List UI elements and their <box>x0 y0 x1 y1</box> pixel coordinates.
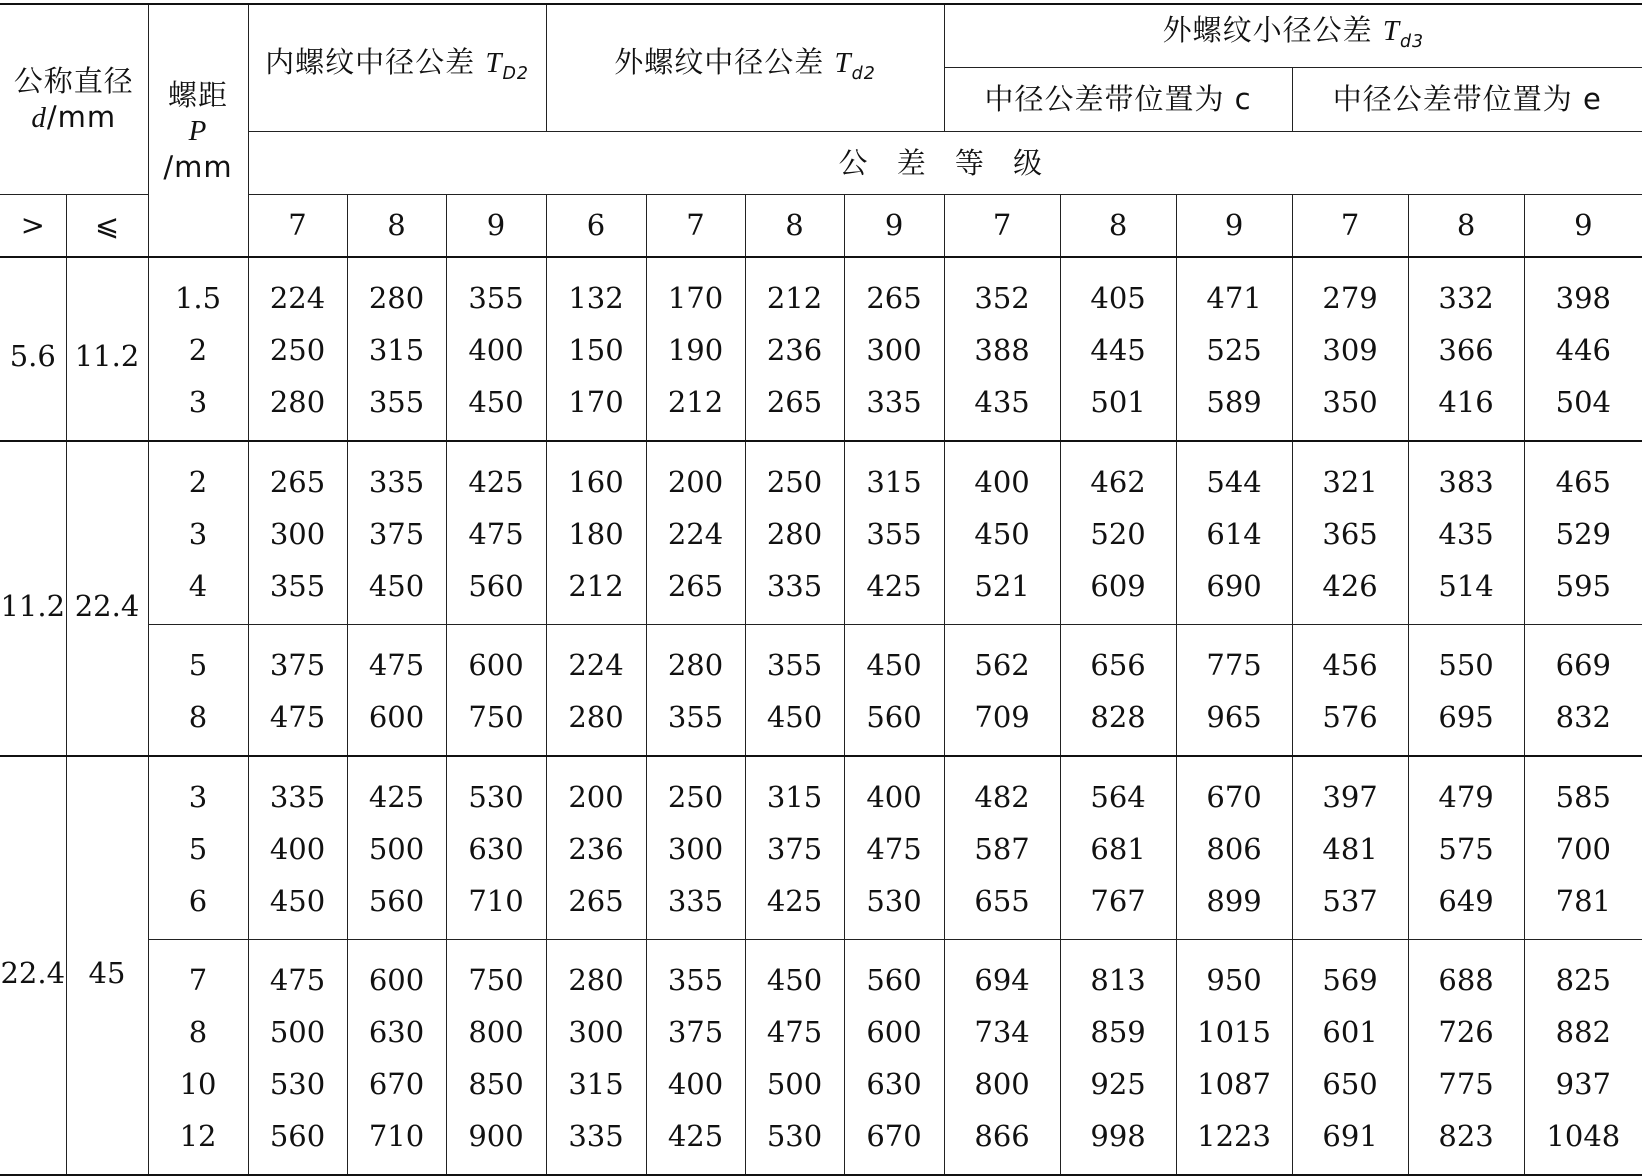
value-cell: 530 <box>446 756 546 823</box>
value-cell: 832 <box>1524 691 1642 756</box>
value-cell: 475 <box>446 508 546 560</box>
nominal-diameter-header <box>0 4 148 194</box>
pitch-cell: 3 <box>148 376 248 441</box>
table-row <box>0 441 1642 508</box>
value-cell: 200 <box>646 441 745 508</box>
diameter-le-cell: 11.2 <box>66 257 148 441</box>
value-cell: 300 <box>546 1006 646 1058</box>
value-cell: 475 <box>248 691 347 756</box>
td3-symbol: T <box>1382 14 1400 47</box>
value-cell: 850 <box>446 1058 546 1110</box>
value-cell: 656 <box>1060 625 1176 692</box>
value-cell: 521 <box>944 560 1060 625</box>
value-cell: 335 <box>646 875 745 940</box>
value-cell: 530 <box>745 1110 844 1175</box>
value-cell: 726 <box>1408 1006 1524 1058</box>
tdd2-header <box>546 4 944 131</box>
value-cell: 560 <box>248 1110 347 1175</box>
value-cell: 456 <box>1292 625 1408 692</box>
value-cell: 400 <box>446 324 546 376</box>
grade-cell: 7 <box>248 194 347 257</box>
value-cell: 825 <box>1524 940 1642 1007</box>
td3-label: 外螺纹小径公差 <box>1162 12 1373 47</box>
value-cell: 170 <box>546 376 646 441</box>
value-cell: 265 <box>646 560 745 625</box>
pitch-cell: 5 <box>148 823 248 875</box>
value-cell: 600 <box>347 940 446 1007</box>
pitch-cell: 2 <box>148 441 248 508</box>
value-cell: 180 <box>546 508 646 560</box>
value-cell: 280 <box>347 257 446 324</box>
tdd2-symbol: T <box>834 46 852 79</box>
value-cell: 614 <box>1176 508 1292 560</box>
value-cell: 482 <box>944 756 1060 823</box>
value-cell: 212 <box>745 257 844 324</box>
value-cell: 504 <box>1524 376 1642 441</box>
value-cell: 650 <box>1292 1058 1408 1110</box>
pitch-unit: /mm <box>163 149 233 184</box>
nominal-diameter-unit: /mm <box>46 99 117 134</box>
value-cell: 859 <box>1060 1006 1176 1058</box>
value-cell: 500 <box>248 1006 347 1058</box>
value-cell: 775 <box>1408 1058 1524 1110</box>
value-cell: 355 <box>446 257 546 324</box>
value-cell: 236 <box>745 324 844 376</box>
value-cell: 309 <box>1292 324 1408 376</box>
value-cell: 435 <box>944 376 1060 441</box>
value-cell: 525 <box>1176 324 1292 376</box>
value-cell: 250 <box>646 756 745 823</box>
grade-cell: 9 <box>446 194 546 257</box>
value-cell: 734 <box>944 1006 1060 1058</box>
pitch-cell: 4 <box>148 560 248 625</box>
value-cell: 700 <box>1524 823 1642 875</box>
pitch-header <box>148 4 248 257</box>
value-cell: 400 <box>248 823 347 875</box>
value-cell: 514 <box>1408 560 1524 625</box>
value-cell: 405 <box>1060 257 1176 324</box>
value-cell: 355 <box>347 376 446 441</box>
value-cell: 300 <box>646 823 745 875</box>
grade-cell: 7 <box>646 194 745 257</box>
value-cell: 681 <box>1060 823 1176 875</box>
position-c-header: 中径公差带位置为 c <box>944 67 1292 131</box>
value-cell: 224 <box>546 625 646 692</box>
grade-cell: 8 <box>745 194 844 257</box>
value-cell: 355 <box>646 940 745 1007</box>
pitch-label: 螺距 <box>168 77 229 112</box>
value-cell: 265 <box>844 257 944 324</box>
value-cell: 332 <box>1408 257 1524 324</box>
value-cell: 435 <box>1408 508 1524 560</box>
value-cell: 475 <box>844 823 944 875</box>
value-cell: 1048 <box>1524 1110 1642 1175</box>
value-cell: 560 <box>347 875 446 940</box>
value-cell: 365 <box>1292 508 1408 560</box>
value-cell: 425 <box>745 875 844 940</box>
value-cell: 355 <box>646 691 745 756</box>
value-cell: 530 <box>248 1058 347 1110</box>
diameter-gt-cell: 5.6 <box>0 257 66 441</box>
value-cell: 236 <box>546 823 646 875</box>
value-cell: 750 <box>446 691 546 756</box>
value-cell: 471 <box>1176 257 1292 324</box>
value-cell: 600 <box>844 1006 944 1058</box>
value-cell: 950 <box>1176 940 1292 1007</box>
diameter-gt-cell: 11.2 <box>0 441 66 756</box>
value-cell: 446 <box>1524 324 1642 376</box>
value-cell: 630 <box>347 1006 446 1058</box>
value-cell: 352 <box>944 257 1060 324</box>
value-cell: 450 <box>745 940 844 1007</box>
value-cell: 375 <box>745 823 844 875</box>
value-cell: 300 <box>844 324 944 376</box>
value-cell: 375 <box>646 1006 745 1058</box>
value-cell: 781 <box>1524 875 1642 940</box>
value-cell: 589 <box>1176 376 1292 441</box>
pitch-cell: 8 <box>148 1006 248 1058</box>
value-cell: 425 <box>844 560 944 625</box>
value-cell: 212 <box>646 376 745 441</box>
value-cell: 1223 <box>1176 1110 1292 1175</box>
pitch-cell: 3 <box>148 508 248 560</box>
value-cell: 560 <box>844 940 944 1007</box>
table-row <box>0 756 1642 823</box>
pitch-cell: 6 <box>148 875 248 940</box>
value-cell: 132 <box>546 257 646 324</box>
value-cell: 560 <box>844 691 944 756</box>
value-cell: 537 <box>1292 875 1408 940</box>
value-cell: 601 <box>1292 1006 1408 1058</box>
tdd2-sub: d2 <box>851 63 876 84</box>
value-cell: 576 <box>1292 691 1408 756</box>
pitch-cell: 5 <box>148 625 248 692</box>
gt-header: > <box>0 194 66 257</box>
td2-symbol: T <box>485 46 503 79</box>
value-cell: 280 <box>745 508 844 560</box>
value-cell: 416 <box>1408 376 1524 441</box>
value-cell: 530 <box>844 875 944 940</box>
value-cell: 450 <box>446 376 546 441</box>
td3-header <box>944 4 1642 67</box>
value-cell: 450 <box>248 875 347 940</box>
value-cell: 899 <box>1176 875 1292 940</box>
value-cell: 595 <box>1524 560 1642 625</box>
value-cell: 425 <box>347 756 446 823</box>
value-cell: 500 <box>347 823 446 875</box>
value-cell: 355 <box>248 560 347 625</box>
value-cell: 335 <box>347 441 446 508</box>
value-cell: 710 <box>446 875 546 940</box>
pitch-cell: 7 <box>148 940 248 1007</box>
value-cell: 475 <box>347 625 446 692</box>
value-cell: 425 <box>646 1110 745 1175</box>
value-cell: 250 <box>745 441 844 508</box>
value-cell: 335 <box>546 1110 646 1175</box>
value-cell: 450 <box>844 625 944 692</box>
grade-cell: 8 <box>1408 194 1524 257</box>
value-cell: 300 <box>248 508 347 560</box>
value-cell: 900 <box>446 1110 546 1175</box>
value-cell: 321 <box>1292 441 1408 508</box>
value-cell: 813 <box>1060 940 1176 1007</box>
pitch-cell: 12 <box>148 1110 248 1175</box>
value-cell: 280 <box>248 376 347 441</box>
table-row <box>0 625 1642 692</box>
value-cell: 500 <box>745 1058 844 1110</box>
value-cell: 828 <box>1060 691 1176 756</box>
value-cell: 265 <box>745 376 844 441</box>
value-cell: 695 <box>1408 691 1524 756</box>
diameter-le-cell: 22.4 <box>66 441 148 756</box>
value-cell: 710 <box>347 1110 446 1175</box>
value-cell: 160 <box>546 441 646 508</box>
nominal-diameter-label: 公称直径 <box>13 63 134 98</box>
pitch-cell: 2 <box>148 324 248 376</box>
value-cell: 575 <box>1408 823 1524 875</box>
value-cell: 425 <box>446 441 546 508</box>
value-cell: 688 <box>1408 940 1524 1007</box>
value-cell: 265 <box>248 441 347 508</box>
value-cell: 709 <box>944 691 1060 756</box>
value-cell: 669 <box>1524 625 1642 692</box>
grade-cell: 8 <box>347 194 446 257</box>
value-cell: 965 <box>1176 691 1292 756</box>
td3-sub: d3 <box>1399 31 1425 52</box>
value-cell: 670 <box>1176 756 1292 823</box>
value-cell: 564 <box>1060 756 1176 823</box>
value-cell: 655 <box>944 875 1060 940</box>
value-cell: 280 <box>646 625 745 692</box>
table-row <box>0 691 1642 756</box>
value-cell: 800 <box>944 1058 1060 1110</box>
pitch-cell: 1.5 <box>148 257 248 324</box>
value-cell: 445 <box>1060 324 1176 376</box>
tdd2-label: 外螺纹中径公差 <box>614 44 825 79</box>
value-cell: 450 <box>745 691 844 756</box>
table-row <box>0 940 1642 1007</box>
value-cell: 280 <box>546 940 646 1007</box>
pitch-symbol: P <box>188 114 208 147</box>
pitch-cell: 10 <box>148 1058 248 1110</box>
value-cell: 600 <box>446 625 546 692</box>
value-cell: 375 <box>347 508 446 560</box>
value-cell: 649 <box>1408 875 1524 940</box>
table-row <box>0 560 1642 625</box>
value-cell: 280 <box>546 691 646 756</box>
table-row <box>0 257 1642 324</box>
value-cell: 212 <box>546 560 646 625</box>
table-row <box>0 376 1642 441</box>
value-cell: 806 <box>1176 823 1292 875</box>
value-cell: 315 <box>844 441 944 508</box>
value-cell: 694 <box>944 940 1060 1007</box>
value-cell: 998 <box>1060 1110 1176 1175</box>
value-cell: 481 <box>1292 823 1408 875</box>
value-cell: 224 <box>248 257 347 324</box>
value-cell: 630 <box>844 1058 944 1110</box>
grade-cell: 6 <box>546 194 646 257</box>
value-cell: 1087 <box>1176 1058 1292 1110</box>
value-cell: 479 <box>1408 756 1524 823</box>
value-cell: 882 <box>1524 1006 1642 1058</box>
table-row <box>0 508 1642 560</box>
le-header: ⩽ <box>66 194 148 257</box>
value-cell: 335 <box>844 376 944 441</box>
value-cell: 426 <box>1292 560 1408 625</box>
pitch-cell: 8 <box>148 691 248 756</box>
value-cell: 544 <box>1176 441 1292 508</box>
grade-cell: 9 <box>1176 194 1292 257</box>
value-cell: 400 <box>646 1058 745 1110</box>
value-cell: 375 <box>248 625 347 692</box>
value-cell: 315 <box>745 756 844 823</box>
value-cell: 600 <box>347 691 446 756</box>
value-cell: 691 <box>1292 1110 1408 1175</box>
value-cell: 350 <box>1292 376 1408 441</box>
td2-header <box>248 4 546 131</box>
nominal-diameter-symbol: d <box>31 101 47 134</box>
value-cell: 569 <box>1292 940 1408 1007</box>
diameter-gt-cell: 22.4 <box>0 756 66 1175</box>
value-cell: 562 <box>944 625 1060 692</box>
value-cell: 335 <box>745 560 844 625</box>
grade-cell: 7 <box>1292 194 1408 257</box>
value-cell: 400 <box>944 441 1060 508</box>
value-cell: 529 <box>1524 508 1642 560</box>
value-cell: 823 <box>1408 1110 1524 1175</box>
table-row <box>0 324 1642 376</box>
value-cell: 335 <box>248 756 347 823</box>
tolerance-grade-header: 公 差 等 级 <box>248 131 1642 194</box>
value-cell: 397 <box>1292 756 1408 823</box>
value-cell: 265 <box>546 875 646 940</box>
table-row <box>0 875 1642 940</box>
diameter-le-cell: 45 <box>66 756 148 1175</box>
value-cell: 587 <box>944 823 1060 875</box>
value-cell: 609 <box>1060 560 1176 625</box>
grade-cell: 7 <box>944 194 1060 257</box>
value-cell: 355 <box>745 625 844 692</box>
value-cell: 630 <box>446 823 546 875</box>
grade-cell: 8 <box>1060 194 1176 257</box>
value-cell: 190 <box>646 324 745 376</box>
value-cell: 150 <box>546 324 646 376</box>
thread-tolerance-table <box>0 3 1642 1176</box>
value-cell: 690 <box>1176 560 1292 625</box>
value-cell: 450 <box>944 508 1060 560</box>
value-cell: 800 <box>446 1006 546 1058</box>
table-row <box>0 1006 1642 1058</box>
value-cell: 937 <box>1524 1058 1642 1110</box>
value-cell: 170 <box>646 257 745 324</box>
value-cell: 767 <box>1060 875 1176 940</box>
value-cell: 465 <box>1524 441 1642 508</box>
value-cell: 450 <box>347 560 446 625</box>
value-cell: 475 <box>248 940 347 1007</box>
table-row <box>0 823 1642 875</box>
value-cell: 925 <box>1060 1058 1176 1110</box>
position-e-header: 中径公差带位置为 e <box>1292 67 1642 131</box>
value-cell: 279 <box>1292 257 1408 324</box>
pitch-cell: 3 <box>148 756 248 823</box>
value-cell: 400 <box>844 756 944 823</box>
value-cell: 501 <box>1060 376 1176 441</box>
td2-sub: D2 <box>502 63 529 84</box>
value-cell: 224 <box>646 508 745 560</box>
value-cell: 560 <box>446 560 546 625</box>
value-cell: 315 <box>347 324 446 376</box>
td2-label: 内螺纹中径公差 <box>265 44 476 79</box>
grade-cell: 9 <box>1524 194 1642 257</box>
value-cell: 585 <box>1524 756 1642 823</box>
value-cell: 250 <box>248 324 347 376</box>
value-cell: 670 <box>844 1110 944 1175</box>
table-row <box>0 1058 1642 1110</box>
value-cell: 750 <box>446 940 546 1007</box>
value-cell: 1015 <box>1176 1006 1292 1058</box>
value-cell: 462 <box>1060 441 1176 508</box>
value-cell: 775 <box>1176 625 1292 692</box>
grade-cell: 9 <box>844 194 944 257</box>
value-cell: 388 <box>944 324 1060 376</box>
value-cell: 475 <box>745 1006 844 1058</box>
value-cell: 315 <box>546 1058 646 1110</box>
value-cell: 550 <box>1408 625 1524 692</box>
value-cell: 200 <box>546 756 646 823</box>
table-row <box>0 1110 1642 1175</box>
value-cell: 355 <box>844 508 944 560</box>
value-cell: 383 <box>1408 441 1524 508</box>
value-cell: 366 <box>1408 324 1524 376</box>
value-cell: 866 <box>944 1110 1060 1175</box>
value-cell: 520 <box>1060 508 1176 560</box>
value-cell: 398 <box>1524 257 1642 324</box>
value-cell: 670 <box>347 1058 446 1110</box>
